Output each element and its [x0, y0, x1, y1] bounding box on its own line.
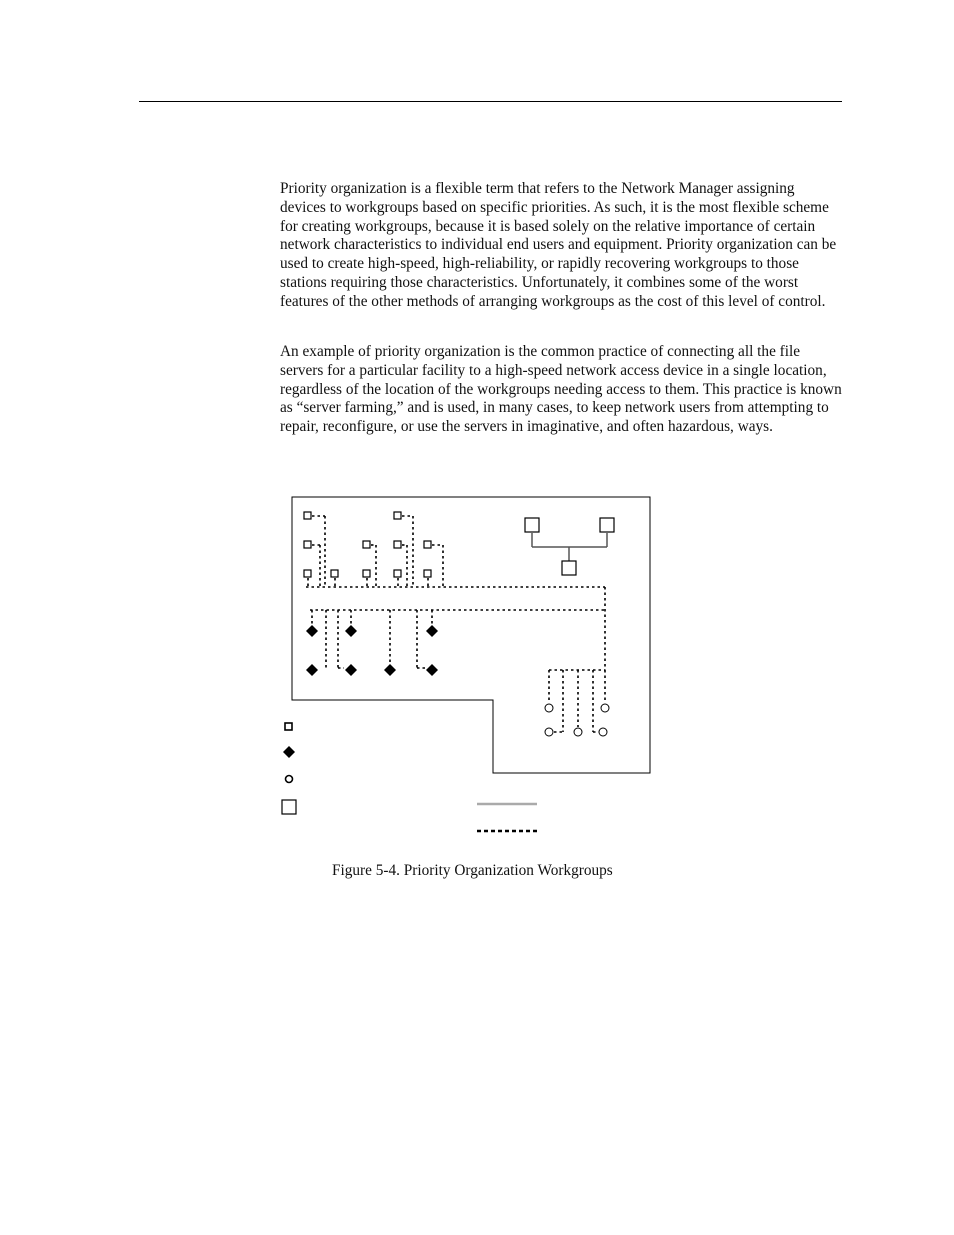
- station-square-icon: [424, 570, 431, 577]
- station-square-icon: [394, 541, 401, 548]
- station-square-icon: [304, 512, 311, 519]
- header-rule: [139, 101, 842, 102]
- station-square-icon: [363, 570, 370, 577]
- station-square-icon: [394, 570, 401, 577]
- diamond-icon: [345, 664, 357, 676]
- network-device-square-icon: [562, 561, 576, 575]
- diamond-icon: [384, 664, 396, 676]
- legend-square-icon: [285, 723, 292, 730]
- legend: [282, 723, 537, 831]
- circle-icon: [545, 728, 553, 736]
- circle-icon: [601, 704, 609, 712]
- diamond-icon: [306, 664, 318, 676]
- paragraph-1: Priority organization is a flexible term that refers to the Network Manager assigning devices to workgroups based on specific priorities. As such, it is the most flexible scheme for creating workgroups, because it is based solely on the relative importance of certain network characteristics to individual end users and equipment. Priority organization can be used to create high-speed, high-reliability, or rapidly recovering workgroups to those stations requiring those characteristics. Unfortunately, it combines some of the worst features of the other methods of arranging workgroups as the cost of this level of control.: [280, 180, 837, 310]
- station-square-icon: [424, 541, 431, 548]
- diamond-icon: [426, 625, 438, 637]
- priority-organization-diagram: [278, 490, 658, 840]
- station-square-icon: [363, 541, 370, 548]
- paragraph-2: An example of priority organization is the common practice of connecting all the file servers for a particular facility to a high-speed network access device in a single location, regardless of the location of the workgroups needing access to them. This practice is known as “server farming,” and is used, in many cases, to keep network users from attempting to repair, reconfigure, or use the servers in imaginative, and often hazardous, ways.: [280, 343, 842, 436]
- circle-icon: [545, 704, 553, 712]
- trunk-links: [532, 533, 607, 561]
- diamond-icon: [345, 625, 357, 637]
- legend-diamond-icon: [283, 746, 295, 758]
- circle-icon: [574, 728, 582, 736]
- network-device-square-icon: [600, 518, 614, 532]
- station-square-icon: [304, 541, 311, 548]
- workgroup-region-outline: [292, 497, 650, 773]
- figure-caption: Figure 5-4. Priority Organization Workgroups: [332, 862, 613, 879]
- legend-circle-icon: [286, 776, 293, 783]
- station-square-icon: [304, 570, 311, 577]
- network-device-square-icon: [525, 518, 539, 532]
- diamond-icon: [306, 625, 318, 637]
- circle-icon: [599, 728, 607, 736]
- station-square-icon: [331, 570, 338, 577]
- diamond-icon: [426, 664, 438, 676]
- legend-large-square-icon: [282, 800, 296, 814]
- end-stations: [304, 512, 431, 577]
- station-square-icon: [394, 512, 401, 519]
